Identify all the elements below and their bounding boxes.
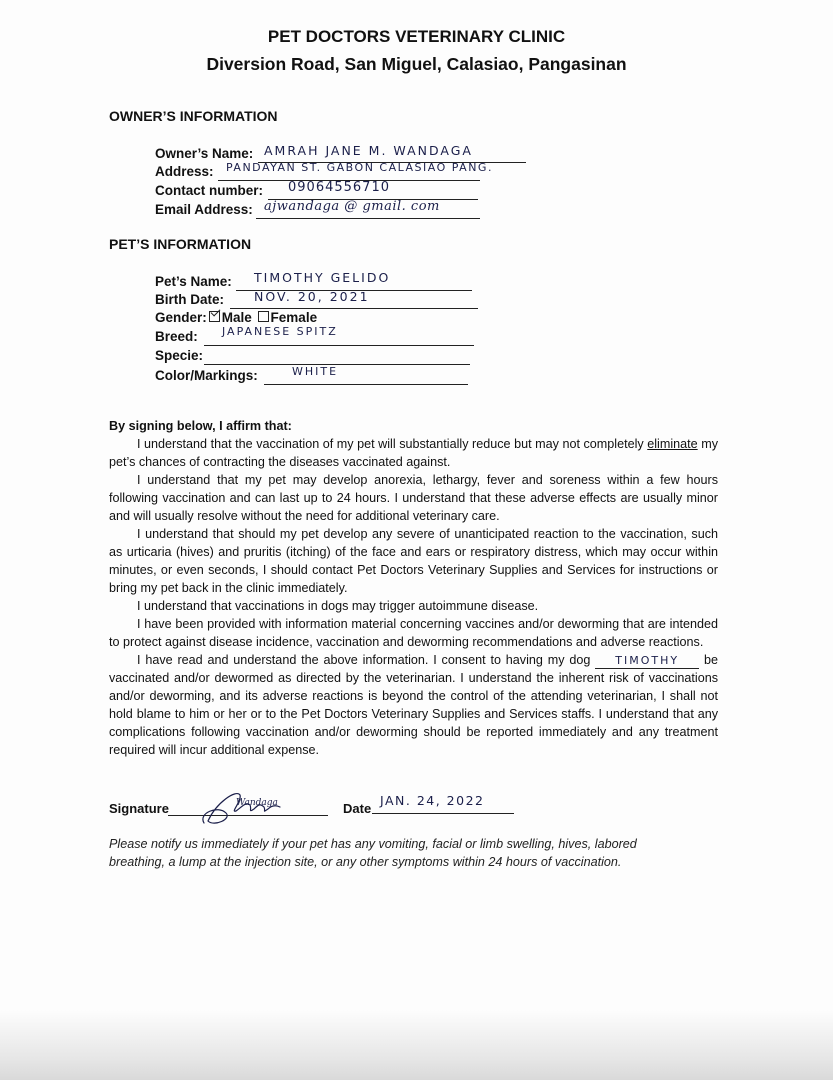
owner-name-value: AMRAH JANE M. WANDAGA <box>264 143 473 158</box>
gender-female-label: Female <box>270 310 318 325</box>
pet-specie-field[interactable] <box>204 348 470 365</box>
consent-paragraph-3: I understand that should my pet develop any severe of unanticipated reaction to the vaccination, such as urticaria (hives) and pruritis (itching) of the face and ears or respiratory distress, which may occur within minutes, or even seconds, I should contact Pet Doctors Veterinary Supplies and Services for instructions or bring my pet back in the clinic immediately. <box>109 527 718 595</box>
consent-p1-underlined: eliminate <box>647 437 698 451</box>
owner-address-label: Address: <box>155 164 214 179</box>
pet-name-value: TIMOTHY GELIDO <box>254 270 391 285</box>
gender-female-checkbox[interactable] <box>258 311 269 322</box>
gender-male-label: Male <box>221 310 252 325</box>
pet-gender-row <box>155 310 317 325</box>
gender-male-checkbox[interactable] <box>209 311 220 322</box>
pet-section-title: PET’S INFORMATION <box>109 236 252 252</box>
affirm-heading: By signing below, I affirm that: <box>109 419 292 433</box>
owner-section-title: OWNER’S INFORMATION <box>109 108 278 124</box>
date-label: Date <box>343 801 372 816</box>
owner-email-value: ajwandaga @ gmail. com <box>264 199 440 214</box>
clinic-name: PET DOCTORS VETERINARY CLINIC <box>267 27 566 46</box>
consent-paragraph-4: I understand that vaccinations in dogs may trigger autoimmune disease. <box>137 599 539 613</box>
owner-contact-label: Contact number: <box>155 183 263 198</box>
owner-contact-value: 09064556710 <box>288 180 390 195</box>
consent-p6-text-end: be vaccinated and/or dewormed as directed by the veterinarian. I understand the inherent risk of vaccinations and/or deworming, and its adverse reactions is beyond the control of the attending veterinarian, I shall not hold blame to him or her or to the Pet Doctors Veterinary Supplies and Services staffs. I understand that any complications following vaccination and/or deworming should be reported immediately and any treatment required will incur additional expense. <box>109 653 718 757</box>
owner-address-value: PANDAYAN ST. GABON CALASIAO PANG. <box>226 161 493 174</box>
consent-paragraph-1 <box>109 435 718 471</box>
consent-p6-text: I have read and understand the above information. I consent to having my dog <box>137 653 596 667</box>
dog-name-field[interactable]: TIMOTHY <box>595 654 699 669</box>
consent-paragraph-2: I understand that my pet may develop anorexia, lethargy, fever and soreness within a few hours following vaccination and can last up to 24 hours. I understand that these adverse effects are usually minor and will usually resolve without the need for additional veterinary care. <box>109 473 718 523</box>
pet-breed-value: JAPANESE SPITZ <box>222 325 338 338</box>
pet-birth-value: NOV. 20, 2021 <box>254 289 370 304</box>
owner-email-label: Email Address: <box>155 202 253 217</box>
consent-paragraph-6 <box>109 651 718 759</box>
signature-value: Wandaga <box>236 798 278 808</box>
pet-color-label: Color/Markings: <box>155 368 258 383</box>
pet-color-value: WHITE <box>292 365 339 378</box>
notice-text: Please notify us immediately if your pet has any vomiting, facial or limb swelling, hives, labored breathing, a lump at the injection site, or any other symptoms within 24 hours of vaccination. <box>109 837 637 869</box>
date-value: JAN. 24, 2022 <box>380 793 485 808</box>
consent-paragraph-5: I have been provided with information material concerning vaccines and/or deworming that are intended to protect against disease incidence, vaccination and deworming recommendations and adverse reactions. <box>109 617 718 649</box>
signature-label: Signature <box>109 801 169 816</box>
pet-name-label: Pet’s Name: <box>155 274 232 289</box>
owner-name-label: Owner’s Name: <box>155 146 254 161</box>
scan-shadow <box>0 1010 833 1080</box>
signature-scribble <box>196 783 296 831</box>
clinic-address: Diversion Road, San Miguel, Calasiao, Pangasinan <box>206 54 627 74</box>
consent-p1-text-end: my pet’s chances of contracting the diseases vaccinated against. <box>109 437 718 469</box>
pet-birth-label: Birth Date: <box>155 292 225 307</box>
pet-breed-label: Breed: <box>155 329 198 344</box>
pet-specie-label: Specie: <box>155 348 204 363</box>
consent-p1-text: I understand that the vaccination of my pet will substantially reduce but may not completely <box>137 437 648 451</box>
pet-gender-label: Gender: <box>155 310 207 325</box>
consent-text <box>109 417 718 759</box>
